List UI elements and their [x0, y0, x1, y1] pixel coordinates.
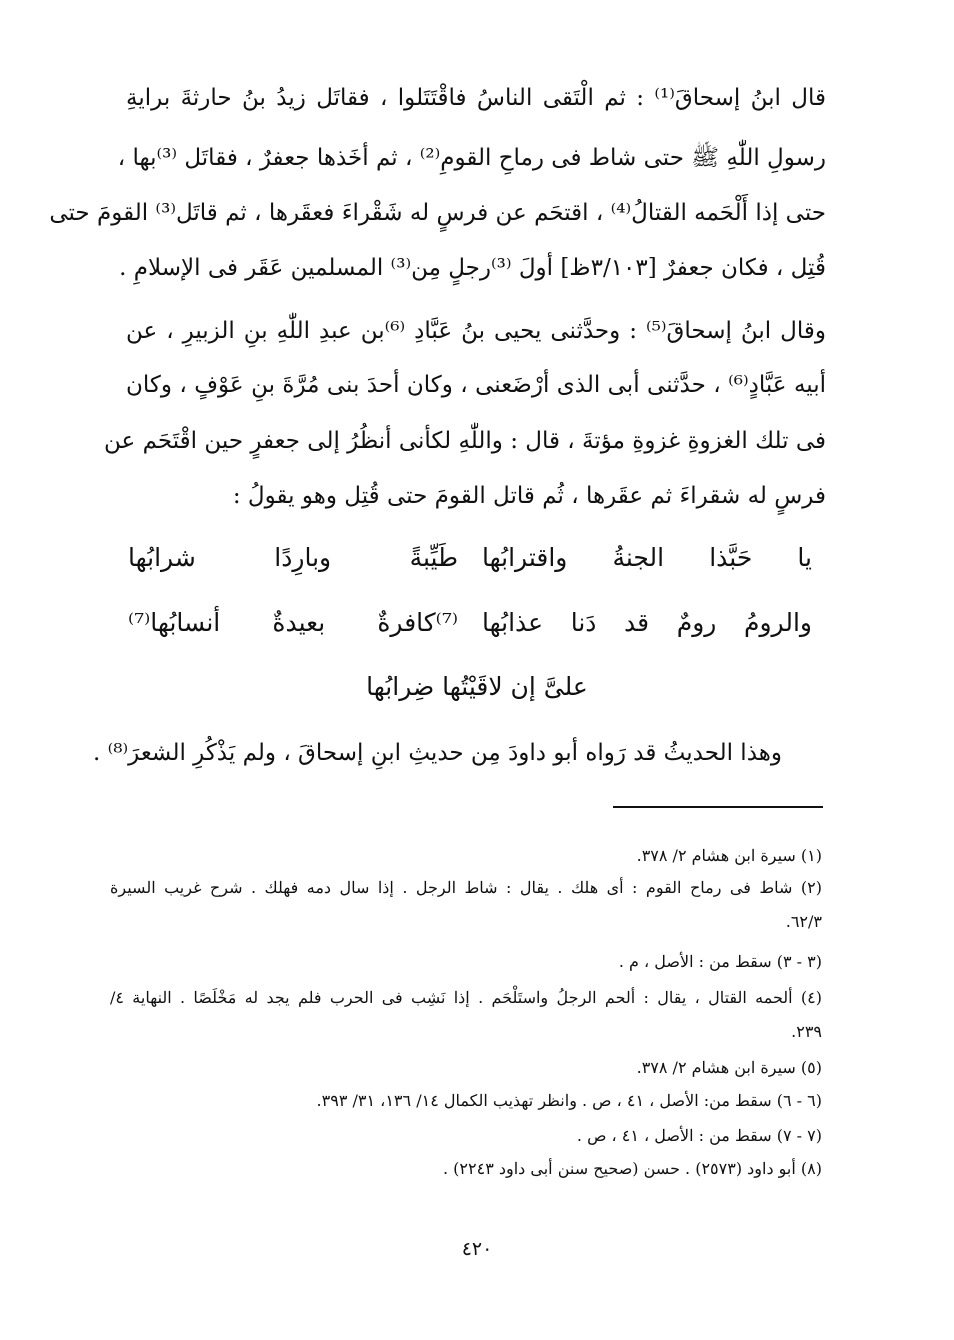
footnote-7: (٧ - ٧) سقط من : الأصل ، ٤١ ، ص . [576, 1126, 822, 1145]
footnote-4: (٤) ألحمه القتال ، يقال : ألحم الرجلُ واستَلْحَم . إذا نَشِب فى الحرب فلم يجد له مَخْلَصًا . النهاية ٤/ [110, 988, 822, 1007]
verse-hemistich-right: والرومُ رومٌ قد دَنا عذابُها [482, 608, 812, 637]
body-line: رسولِ اللّٰهِ ﷺ حتى شاط فى رماحِ القومِ⁽²⁾ ، ثم أخَذها جعفرٌ ، فقاتَل ⁽³⁾بها ، [117, 145, 826, 171]
verse-single: علىَّ إن لاقَيْتُها ضِرابُها [366, 672, 588, 701]
verse-hemistich-right: يا حَبَّذا الجنةُ واقترابُها [482, 543, 812, 572]
closing-sentence: وهذا الحديثُ قد رَواه أبو داودَ مِن حديثِ ابنِ إسحاقَ ، ولم يَذْكُرِ الشعرَ⁽⁸⁾ . [92, 740, 782, 766]
footnote-8: (٨) أبو داود (٢٥٧٣) . حسن (صحيح سنن أبى داود ٢٢٤٣) . [443, 1159, 822, 1178]
footnote-4-continued: ٢٣٩. [791, 1022, 822, 1041]
footnote-separator [613, 806, 823, 808]
footnote-1: (١) سيرة ابن هشام ٢/ ٣٧٨. [636, 846, 822, 865]
footnote-2-continued: ٦٢/٣. [785, 912, 822, 931]
body-line: فرسٍ له شقراءَ ثم عقَرها ، ثُم قاتل القومَ حتى قُتِل وهو يقولُ : [232, 483, 826, 509]
body-line: فى تلك الغزوةِ غزوةِ مؤتةَ ، قال : واللّٰهِ لكأنى أنظُرُ إلى جعفرٍ حين اقْتَحَم عن [104, 428, 826, 454]
footnote-2: (٢) شاط فى رماح القوم : أى هلك . يقال : شاط الرجل . إذا سال دمه فهلك . شرح غريب السيرة [110, 878, 822, 897]
verse-hemistich-left: طَيِّبةً وبارِدًا شرابُها [128, 543, 458, 572]
body-line: قال ابنُ إسحاقَ⁽¹⁾ : ثم الْتَقى الناسُ فاقْتَتَلوا ، فقاتَل زيدُ بنُ حارثةَ برايةِ [126, 85, 826, 111]
footnote-6: (٦ - ٦) سقط من: الأصل ، ٤١ ، ص . وانظر تهذيب الكمال ١٤/ ١٣٦، ٣١/ ٣٩٣. [316, 1091, 822, 1110]
footnote-3: (٣ - ٣) سقط من : الأصل ، م . [618, 952, 822, 971]
footnote-5: (٥) سيرة ابن هشام ٢/ ٣٧٨. [636, 1058, 822, 1077]
body-line: وقال ابنُ إسحاقَ⁽⁵⁾ : وحدَّثنى يحيى بنُ عَبَّادِ ⁽⁶⁾بن عبدِ اللّٰهِ بنِ الزبيرِ ، عن [126, 318, 826, 344]
page-number: ٤٢٠ [461, 1238, 493, 1260]
verse-hemistich-left: ⁽⁷⁾كافرةٌ بعيدةٌ أنسابُها⁽⁷⁾ [128, 608, 458, 637]
body-line: قُتِل ، فكان جعفرٌ [٣/١٠٣ظ] أولَ ⁽³⁾رجلٍ مِن⁽³⁾ المسلمين عَقَر فى الإسلامِ . [119, 255, 826, 281]
body-line: حتى إذا أَلْحَمه القتالُ⁽⁴⁾ ، اقتحَم عن فرسٍ له شَقْراءَ فعقَرها ، ثم قاتَل⁽³⁾ القومَ حتى [49, 200, 826, 226]
body-line: أبيه عَبَّادٍ⁽⁶⁾ ، حدَّثنى أبى الذى أرْضَعنى ، وكان أحدَ بنى مُرَّةَ بنِ عَوْفٍ ، وكان [126, 372, 827, 398]
